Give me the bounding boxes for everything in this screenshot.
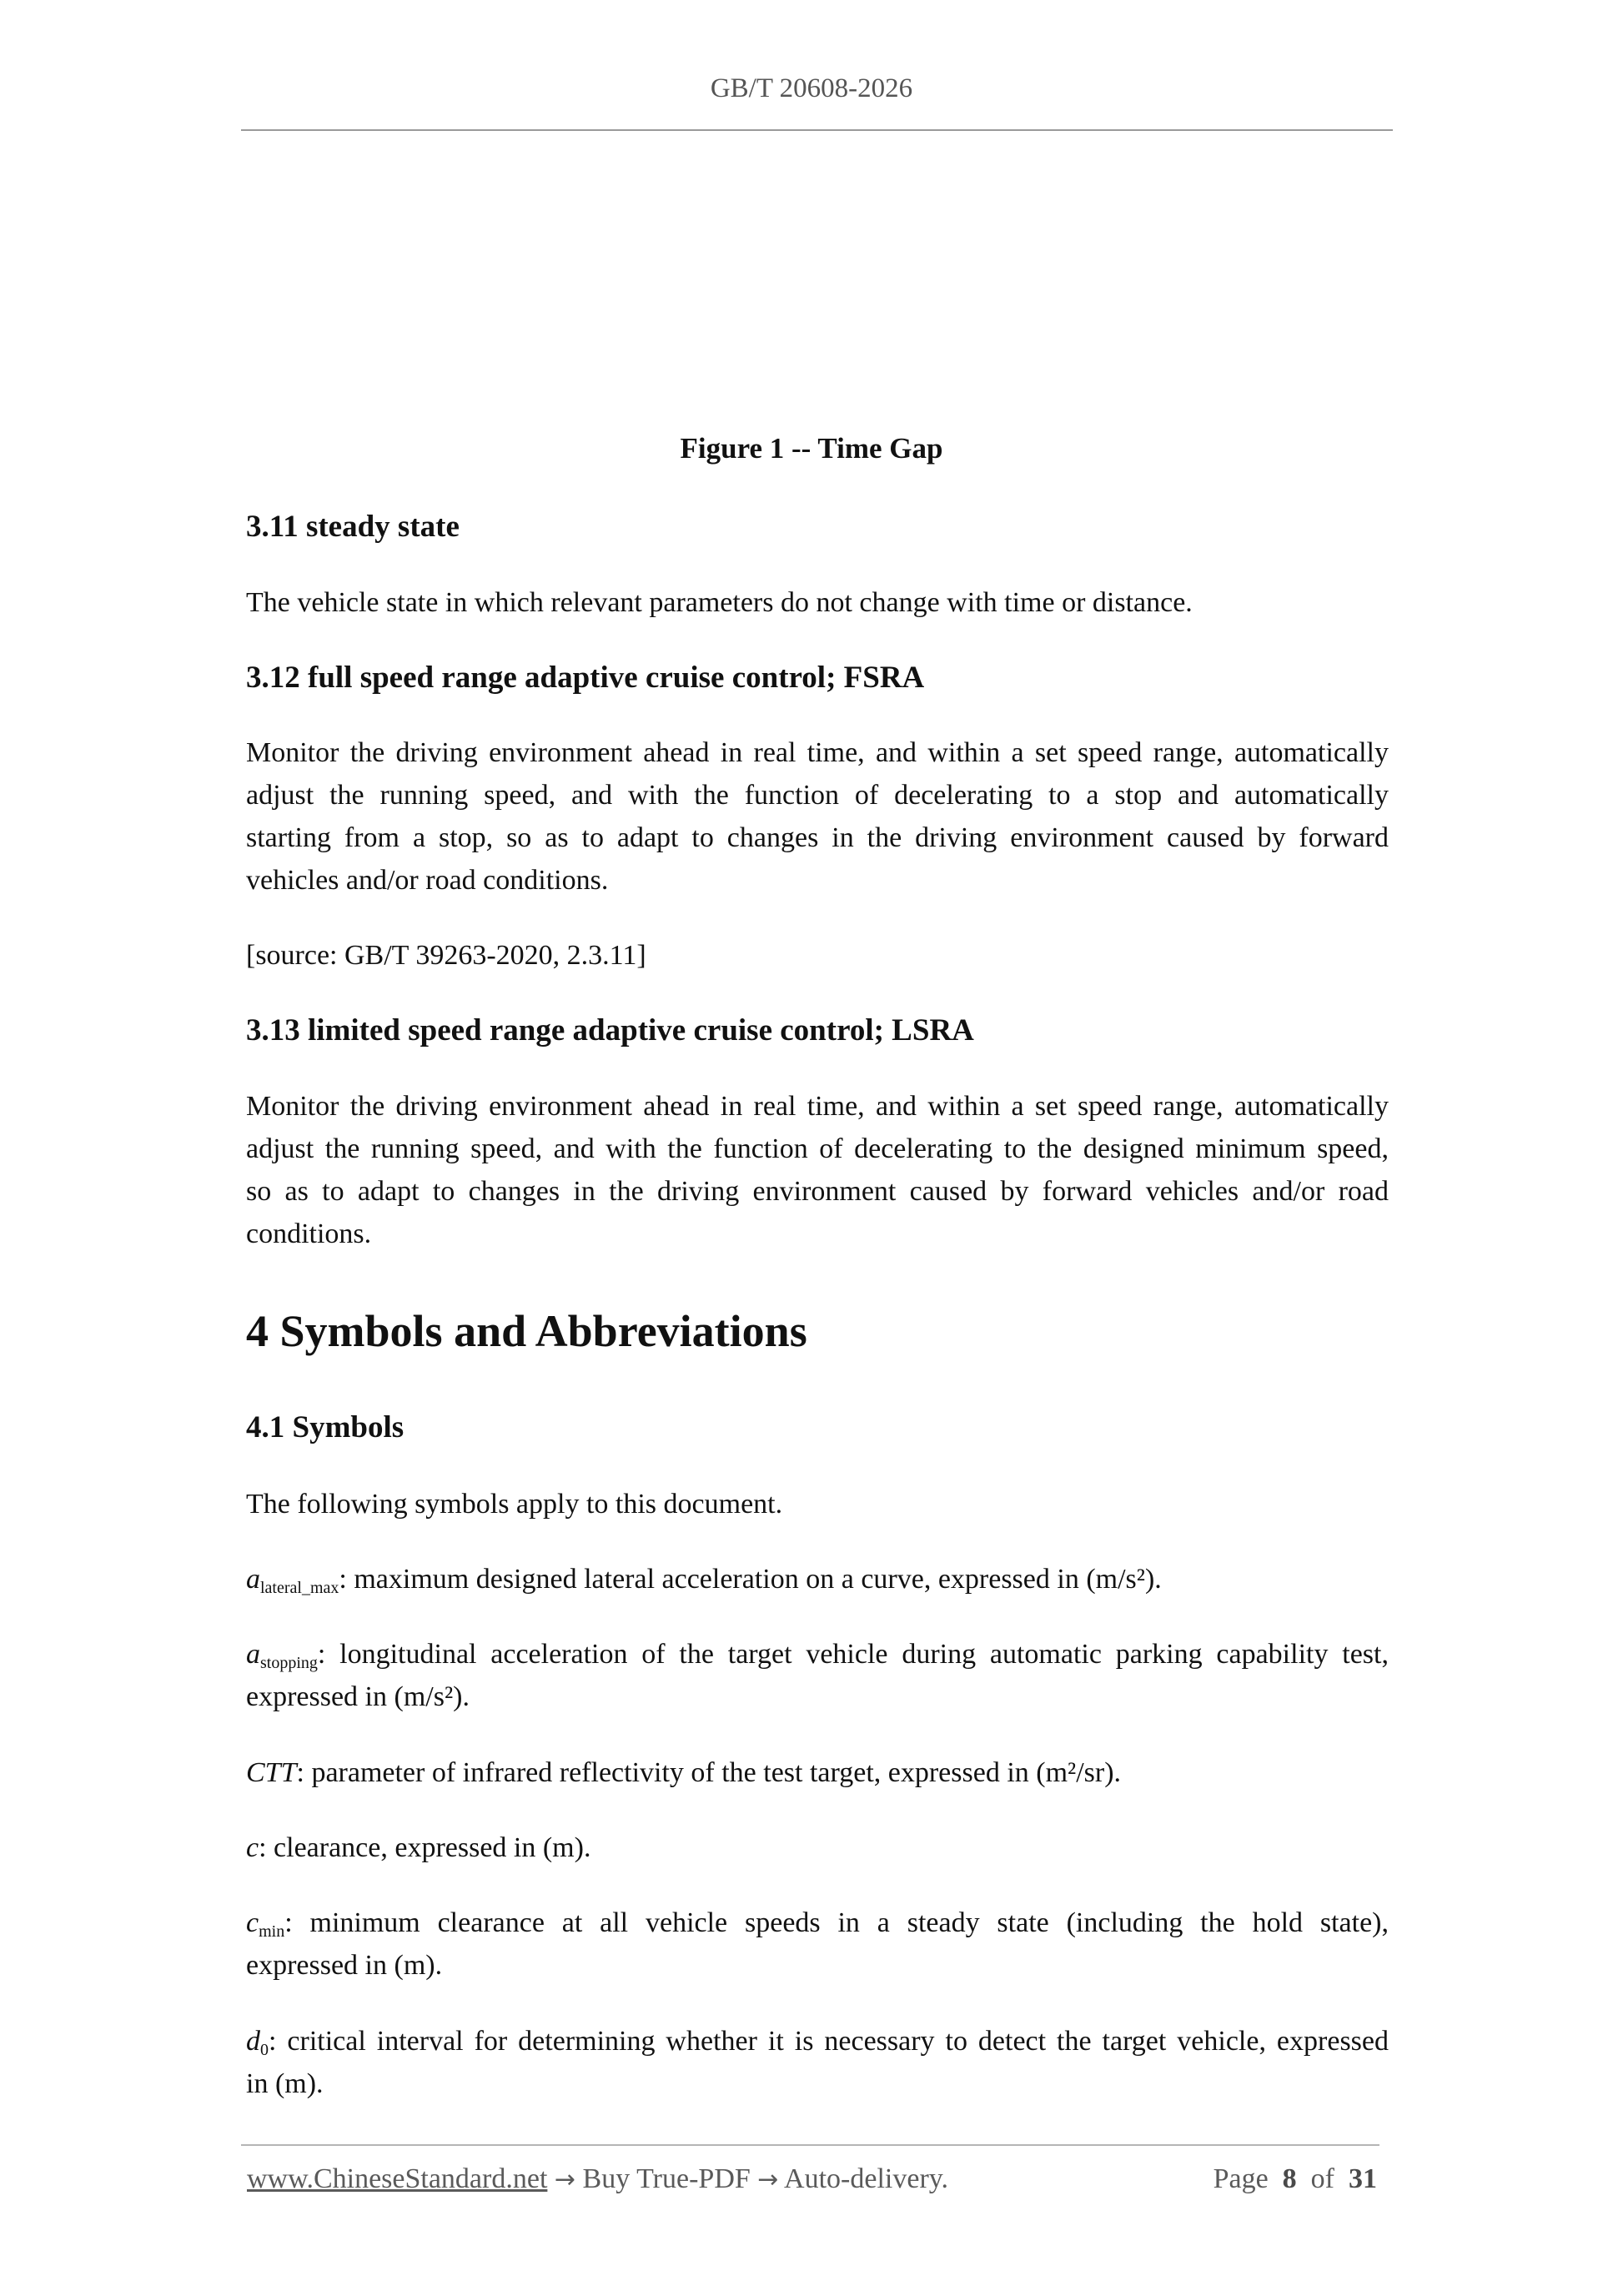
footer-promo xyxy=(247,2163,948,2195)
section-3-12-source: [source: GB/T 39263-2020, 2.3.11] xyxy=(246,940,646,971)
paragraph-line: starting from a stop, so as to adapt to changes in the driving environment caused by forward xyxy=(246,822,1389,853)
symbol-entry xyxy=(246,1902,1389,1987)
symbol-name: $a_{lateral\_max}$ xyxy=(246,1564,339,1597)
header-title: GB/T 20608-2026 xyxy=(710,73,913,103)
section-3-13-heading: 3.13 limited speed range adaptive cruise control; LSRA xyxy=(246,1013,974,1048)
section-4-1-heading: 4.1 Symbols xyxy=(246,1410,404,1444)
paragraph-line: adjust the running speed, and with the function of decelerating to a stop and automatically xyxy=(246,780,1389,811)
website-link[interactable]: www.ChineseStandard.net xyxy=(247,2163,548,2194)
symbol-definition-cont: in (m). xyxy=(246,2068,324,2099)
paragraph-line: adjust the running speed, and with the function of decelerating to the designed minimum speed, xyxy=(246,1133,1389,1164)
symbol-definition: : maximum designed lateral acceleration on a curve, expressed in (m/s²). xyxy=(339,1564,1162,1595)
section-3-12-paragraph xyxy=(246,731,1389,902)
section-3-12-heading: 3.12 full speed range adaptive cruise control; FSRA xyxy=(246,661,925,695)
symbol-definition: : minimum clearance at all vehicle speeds in a steady state (including the hold state), xyxy=(284,1907,1389,1938)
symbol-entry xyxy=(246,1751,1389,1794)
symbol-definition-cont: expressed in (m). xyxy=(246,1950,443,1981)
symbol-entry xyxy=(246,1633,1389,1718)
section-3-11-heading: 3.11 steady state xyxy=(246,510,460,544)
symbol-definition: : critical interval for determining whether it is necessary to detect the target vehicle, expressed xyxy=(269,2026,1389,2057)
symbol-name: $c_{min}$ xyxy=(246,1907,285,1941)
header-divider xyxy=(241,129,1393,131)
symbol-definition: : longitudinal acceleration of the target vehicle during automatic parking capability test, xyxy=(317,1639,1389,1670)
figure-caption: Figure 1 -- Time Gap xyxy=(680,432,943,465)
arrow-right-icon: → xyxy=(554,2165,576,2194)
page-number: Page 8 of 31 xyxy=(1213,2163,1377,2194)
total-pages: 31 xyxy=(1349,2163,1377,2194)
paragraph-line: Monitor the driving environment ahead in real time, and within a set speed range, automatically xyxy=(246,737,1389,768)
auto-delivery-text: Auto-delivery. xyxy=(784,2163,949,2194)
symbol-definition: : clearance, expressed in (m). xyxy=(259,1832,591,1863)
footer-divider xyxy=(241,2144,1379,2146)
symbol-entry xyxy=(246,2020,1389,2105)
symbol-entry xyxy=(246,1558,1389,1600)
symbol-name: $a_{stopping}$ xyxy=(246,1639,318,1672)
symbol-name: c xyxy=(246,1832,259,1863)
section-3-13-paragraph xyxy=(246,1085,1389,1255)
symbol-entry xyxy=(246,1826,1389,1869)
arrow-right-icon: → xyxy=(757,2165,779,2194)
current-page: 8 xyxy=(1282,2163,1297,2194)
paragraph-line: so as to adapt to changes in the driving environment caused by forward vehicles and/or road xyxy=(246,1176,1389,1207)
buy-pdf-text: Buy True-PDF xyxy=(582,2163,751,2194)
section-4-heading: 4 Symbols and Abbreviations xyxy=(246,1306,807,1356)
symbol-name: $d_0$ xyxy=(246,2026,269,2059)
paragraph-line: Monitor the driving environment ahead in real time, and within a set speed range, automatically xyxy=(246,1091,1389,1122)
symbol-name: CTT xyxy=(246,1757,297,1788)
section-4-1-intro: The following symbols apply to this document. xyxy=(246,1489,783,1520)
paragraph-line: conditions. xyxy=(246,1218,372,1249)
symbol-definition-cont: expressed in (m/s²). xyxy=(246,1681,470,1712)
symbol-definition: : parameter of infrared reflectivity of the test target, expressed in (m²/sr). xyxy=(296,1757,1122,1788)
paragraph-line: vehicles and/or road conditions. xyxy=(246,865,609,896)
section-3-11-text: The vehicle state in which relevant parameters do not change with time or distance. xyxy=(246,587,1193,618)
